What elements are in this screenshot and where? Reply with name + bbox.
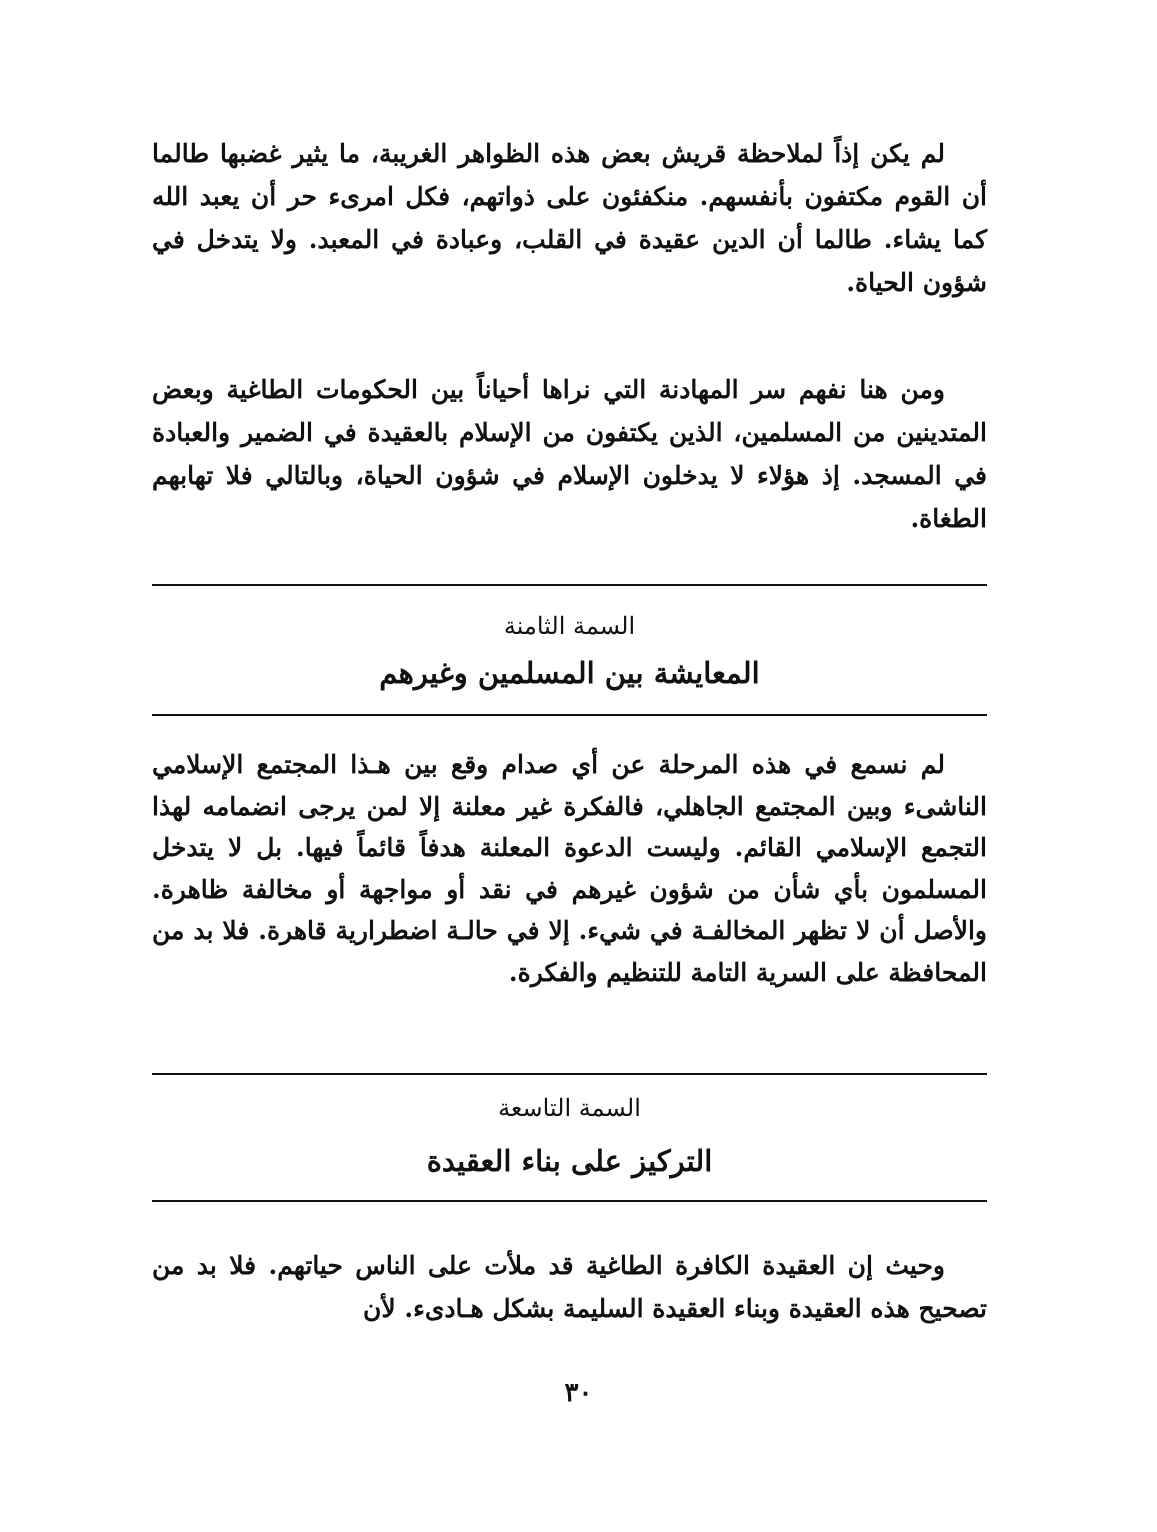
page-number: ٣٠: [564, 1378, 593, 1408]
body-paragraph: [152, 744, 987, 993]
paragraph-text: وحيث إن العقيدة الكافرة الطاغية قد ملأت على الناس حياتهم. فلا بد من تصحيح هذه العقيدة وبناء العقيدة السليمة بشكل هـادىء. لأن: [152, 1251, 987, 1323]
paragraph-text: لم يكن إذاً لملاحظة قريش بعض هذه الظواهر الغريبة، ما يثير غضبها طالما أن القوم مكتفون بأنفسهم. منكفئون على ذواتهم، فكل امرىء حر أن يعبد الله كما يشاء. طالما أن الدين عقيدة في القلب، وعبادة في المعبد. ولا يتدخل في شؤون الحياة.: [152, 139, 987, 297]
section-title: المعايشة بين المسلمين وغيرهم: [379, 656, 760, 690]
section-label: السمة التاسعة: [498, 1094, 641, 1122]
section-title: التركيز على بناء العقيدة: [426, 1144, 713, 1178]
section-divider: [152, 1073, 987, 1075]
body-paragraph: [152, 132, 987, 304]
section-divider: [152, 584, 987, 586]
paragraph-text: ومن هنا نفهم سر المهادنة التي نراها أحياناً بين الحكومات الطاغية وبعض المتدينين من المسلمين، الذين يكتفون من الإسلام بالعقيدة في الضمير والعبادة في المسجد. إذ هؤلاء لا يدخلون الإسلام في شؤون الحياة، وبالتالي فلا تهابهم الطغاة.: [152, 375, 987, 533]
body-paragraph: [152, 368, 987, 540]
section-divider: [152, 714, 987, 716]
body-paragraph: [152, 1244, 987, 1330]
paragraph-text: لم نسمع في هذه المرحلة عن أي صدام وقع بين هـذا المجتمع الإسلامي الناشىء وبين المجتمع الجاهلي، فالفكرة غير معلنة إلا لمن يرجى انضمامه لهذا التجمع الإسلامي القائم. وليست الدعوة المعلنة هدفاً قائماً فيها. بل لا يتدخل المسلمون بأي شأن من شؤون غيرهم في نقد أو مواجهة أو مخالفة ظاهرة. والأصل أن لا تظهر المخالفـة في شيء. إلا في حالـة اضطرارية قاهرة. فلا بد من المحافظة على السرية التامة للتنظيم والفكرة.: [152, 750, 987, 987]
section-label: السمة الثامنة: [503, 612, 636, 640]
section-divider: [152, 1200, 987, 1202]
